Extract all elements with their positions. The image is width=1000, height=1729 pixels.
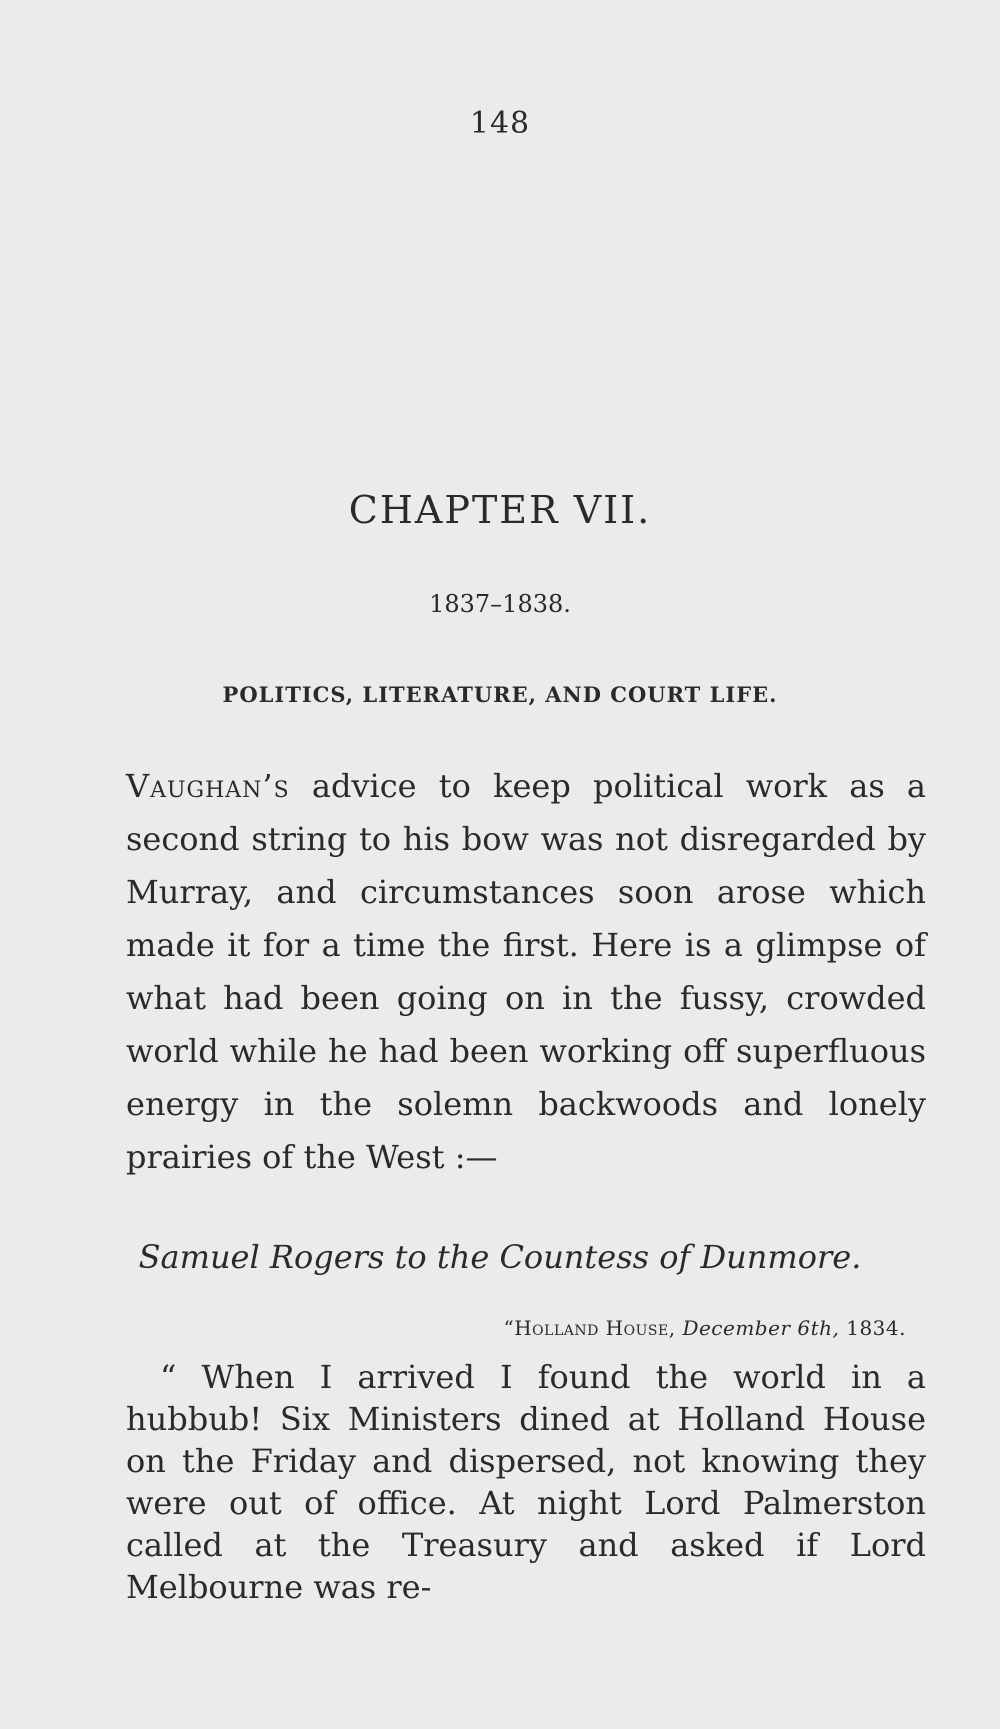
dateline-place: “Holland House, [503, 1316, 676, 1340]
page-number: 148 [469, 106, 531, 141]
chapter-years: 1837–1838. [429, 590, 571, 618]
chapter-title: CHAPTER VII. [348, 488, 652, 532]
intro-paragraph [126, 760, 926, 1184]
letter-dateline [504, 1316, 907, 1340]
letter-body: “ When I arrived I found the world in a hubbub! Six Ministers dined at Holland House on the Friday and dispersed, not knowing they were out of office. At night Lord Palmerston called at the Treasury and asked if Lord Melbourne was re- [126, 1358, 926, 1606]
intro-lead-word: Vaughan’s [126, 767, 290, 805]
intro-text: advice to keep political work as a second string to his bow was not disregarded by Murray, and circumstances soon arose which made it for a time the first. Here is a glimpse of what had been going on in the fussy, crowded world while he had been working off superfluous energy in the solemn backwoods and lonely prairies of the West :— [126, 767, 926, 1176]
letter-heading: Samuel Rogers to the Countess of Dunmore. [138, 1238, 862, 1276]
dateline-year: 1834. [846, 1316, 906, 1340]
dateline-date: December 6th, [682, 1316, 840, 1340]
chapter-subtitle: POLITICS, LITERATURE, AND COURT LIFE. [222, 682, 778, 707]
